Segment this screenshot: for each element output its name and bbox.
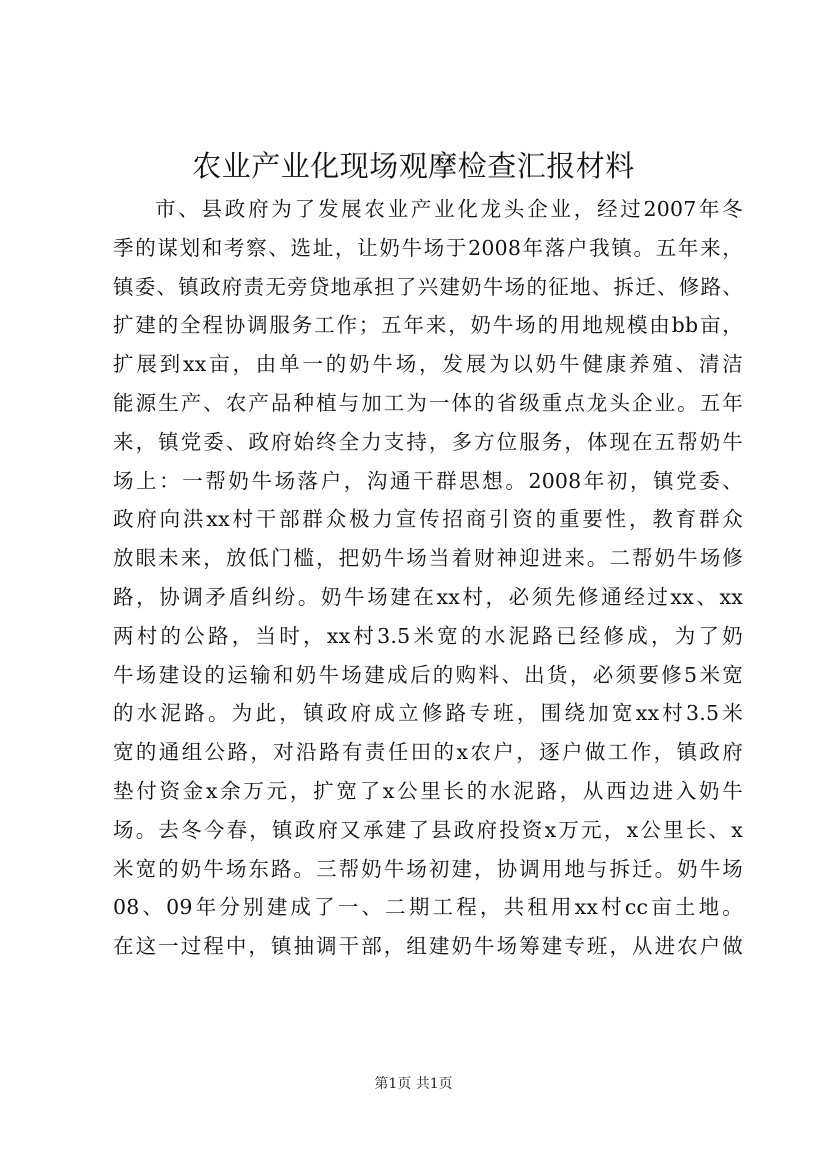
body-line: 放眼未来，放低门槛，把奶牛场当着财神迎进来。二帮奶牛场修	[113, 546, 743, 571]
body-line: 场上：一帮奶牛场落户，沟通干群思想。2008年初，镇党委、	[113, 468, 743, 493]
body-line: 市、县政府为了发展农业产业化龙头企业，经过2007年冬	[155, 197, 743, 221]
page-footer: 第1页 共1页	[374, 1076, 453, 1092]
body-line: 08、09年分别建成了一、二期工程，共租用xx村cc亩土地。	[113, 895, 743, 920]
body-line: 牛场建设的运输和奶牛场建成后的购料、出货，必须要修5米宽	[113, 662, 743, 687]
body-line: 扩展到xx亩，由单一的奶牛场，发展为以奶牛健康养殖、清洁	[113, 352, 743, 377]
body-line: 宽的通组公路，对沿路有责任田的x农户，逐户做工作，镇政府	[113, 740, 743, 765]
body-line: 镇委、镇政府责无旁贷地承担了兴建奶牛场的征地、拆迁、修路、	[113, 274, 743, 299]
body-line: 米宽的奶牛场东路。三帮奶牛场初建，协调用地与拆迁。奶牛场	[113, 856, 743, 881]
body-line: 的水泥路。为此，镇政府成立修路专班，围绕加宽xx村3.5米	[113, 701, 743, 726]
body-line: 路，协调矛盾纠纷。奶牛场建在xx村，必须先修通经过xx、xx	[113, 584, 743, 609]
body-line: 场。去冬今春，镇政府又承建了县政府投资x万元，x公里长、x	[113, 817, 743, 842]
document-body	[113, 190, 743, 966]
body-line: 在这一过程中，镇抽调干部，组建奶牛场筹建专班，从进农户做	[113, 934, 743, 959]
body-line: 扩建的全程协调服务工作；五年来，奶牛场的用地规模由bb亩，	[113, 313, 743, 338]
body-line: 来，镇党委、政府始终全力支持，多方位服务，体现在五帮奶牛	[113, 429, 743, 454]
document-title: 农业产业化现场观摩检查汇报材料	[192, 149, 635, 183]
body-line: 能源生产、农产品种植与加工为一体的省级重点龙头企业。五年	[113, 390, 743, 415]
body-line: 季的谋划和考察、选址，让奶牛场于2008年落户我镇。五年来，	[113, 235, 743, 260]
body-line: 垫付资金x余万元，扩宽了x公里长的水泥路，从西边进入奶牛	[113, 778, 743, 803]
body-line: 政府向洪xx村干部群众极力宣传招商引资的重要性，教育群众	[113, 507, 743, 532]
body-line: 两村的公路，当时，xx村3.5米宽的水泥路已经修成，为了奶	[113, 623, 743, 648]
